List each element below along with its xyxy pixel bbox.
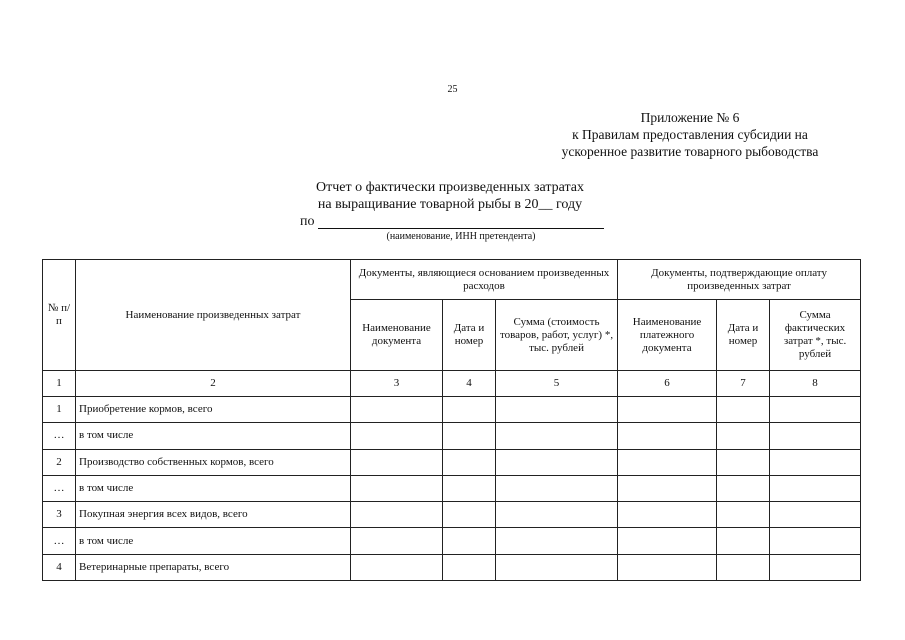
expense-name: в том числе [76, 528, 351, 554]
empty-cell[interactable] [496, 397, 618, 423]
empty-cell[interactable] [443, 423, 496, 449]
empty-cell[interactable] [496, 502, 618, 528]
empty-cell[interactable] [443, 502, 496, 528]
empty-cell[interactable] [351, 397, 443, 423]
table-row [43, 397, 861, 423]
empty-cell[interactable] [717, 423, 770, 449]
header-amount-actual: Сумма фактических затрат *, тыс. рублей [770, 300, 861, 371]
empty-cell[interactable] [618, 423, 717, 449]
appendix-line-3: ускоренное развитие товарного рыбоводства [561, 144, 819, 159]
empty-cell[interactable] [770, 528, 861, 554]
row-number: 4 [43, 554, 76, 580]
appendix-header [520, 109, 860, 160]
empty-cell[interactable] [717, 528, 770, 554]
empty-cell[interactable] [618, 528, 717, 554]
header-amount-cost: Сумма (стоимость товаров, работ, услуг) *, тыс. рублей [496, 300, 618, 371]
row-number: 2 [43, 449, 76, 475]
column-number: 1 [43, 371, 76, 397]
expense-name: Ветеринарные препараты, всего [76, 554, 351, 580]
expense-name: Приобретение кормов, всего [76, 397, 351, 423]
empty-cell[interactable] [717, 554, 770, 580]
header-expense-name: Наименование произведенных затрат [76, 260, 351, 371]
empty-cell[interactable] [618, 397, 717, 423]
expense-report-table [42, 259, 861, 581]
applicant-note: (наименование, ИНН претендента) [386, 231, 536, 242]
empty-cell[interactable] [443, 475, 496, 501]
row-number: … [43, 528, 76, 554]
empty-cell[interactable] [496, 528, 618, 554]
empty-cell[interactable] [717, 502, 770, 528]
table-row [43, 449, 861, 475]
empty-cell[interactable] [496, 554, 618, 580]
empty-cell[interactable] [351, 528, 443, 554]
column-number: 7 [717, 371, 770, 397]
empty-cell[interactable] [717, 475, 770, 501]
empty-cell[interactable] [770, 502, 861, 528]
appendix-line-1: Приложение № 6 [640, 110, 740, 125]
empty-cell[interactable] [618, 475, 717, 501]
empty-cell[interactable] [770, 554, 861, 580]
header-date-number-2: Дата и номер [717, 300, 770, 371]
empty-cell[interactable] [618, 502, 717, 528]
row-number: … [43, 423, 76, 449]
expense-name: Покупная энергия всех видов, всего [76, 502, 351, 528]
header-payment-documents: Документы, подтверждающие оплату произведенных затрат [618, 260, 861, 300]
empty-cell[interactable] [717, 449, 770, 475]
header-payment-document-name: Наименование платежного документа [618, 300, 717, 371]
report-title-line-2: на выращивание товарной рыбы в 20__ году [317, 197, 583, 212]
empty-cell[interactable] [351, 502, 443, 528]
empty-cell[interactable] [351, 449, 443, 475]
empty-cell[interactable] [496, 449, 618, 475]
empty-cell[interactable] [618, 449, 717, 475]
header-row-number: № п/п [43, 260, 76, 371]
empty-cell[interactable] [717, 397, 770, 423]
empty-cell[interactable] [443, 554, 496, 580]
empty-cell[interactable] [770, 423, 861, 449]
column-number: 6 [618, 371, 717, 397]
table-row [43, 528, 861, 554]
empty-cell[interactable] [351, 554, 443, 580]
expense-name: в том числе [76, 475, 351, 501]
empty-cell[interactable] [496, 423, 618, 449]
column-number: 3 [351, 371, 443, 397]
header-date-number-1: Дата и номер [443, 300, 496, 371]
column-number: 2 [76, 371, 351, 397]
header-basis-documents: Документы, являющиеся основанием произведенных расходов [351, 260, 618, 300]
report-title [290, 179, 610, 213]
page-number: 25 [447, 84, 458, 95]
column-number: 8 [770, 371, 861, 397]
column-number-row [43, 371, 861, 397]
table-row [43, 502, 861, 528]
empty-cell[interactable] [443, 397, 496, 423]
expense-name: в том числе [76, 423, 351, 449]
empty-cell[interactable] [351, 475, 443, 501]
appendix-line-2: к Правилам предоставления субсидии на [572, 127, 808, 142]
report-title-line-1: Отчет о фактически произведенных затратах [315, 180, 585, 195]
applicant-prefix: по [300, 214, 315, 229]
empty-cell[interactable] [443, 528, 496, 554]
empty-cell[interactable] [770, 449, 861, 475]
empty-cell[interactable] [496, 475, 618, 501]
row-number: 3 [43, 502, 76, 528]
empty-cell[interactable] [770, 475, 861, 501]
applicant-fill-line[interactable] [318, 228, 604, 229]
column-number: 4 [443, 371, 496, 397]
empty-cell[interactable] [351, 423, 443, 449]
table-row [43, 554, 861, 580]
empty-cell[interactable] [443, 449, 496, 475]
header-document-name: Наименование документа [351, 300, 443, 371]
row-number: 1 [43, 397, 76, 423]
table-row [43, 423, 861, 449]
table-row [43, 475, 861, 501]
column-number: 5 [496, 371, 618, 397]
expense-name: Производство собственных кормов, всего [76, 449, 351, 475]
empty-cell[interactable] [618, 554, 717, 580]
row-number: … [43, 475, 76, 501]
empty-cell[interactable] [770, 397, 861, 423]
